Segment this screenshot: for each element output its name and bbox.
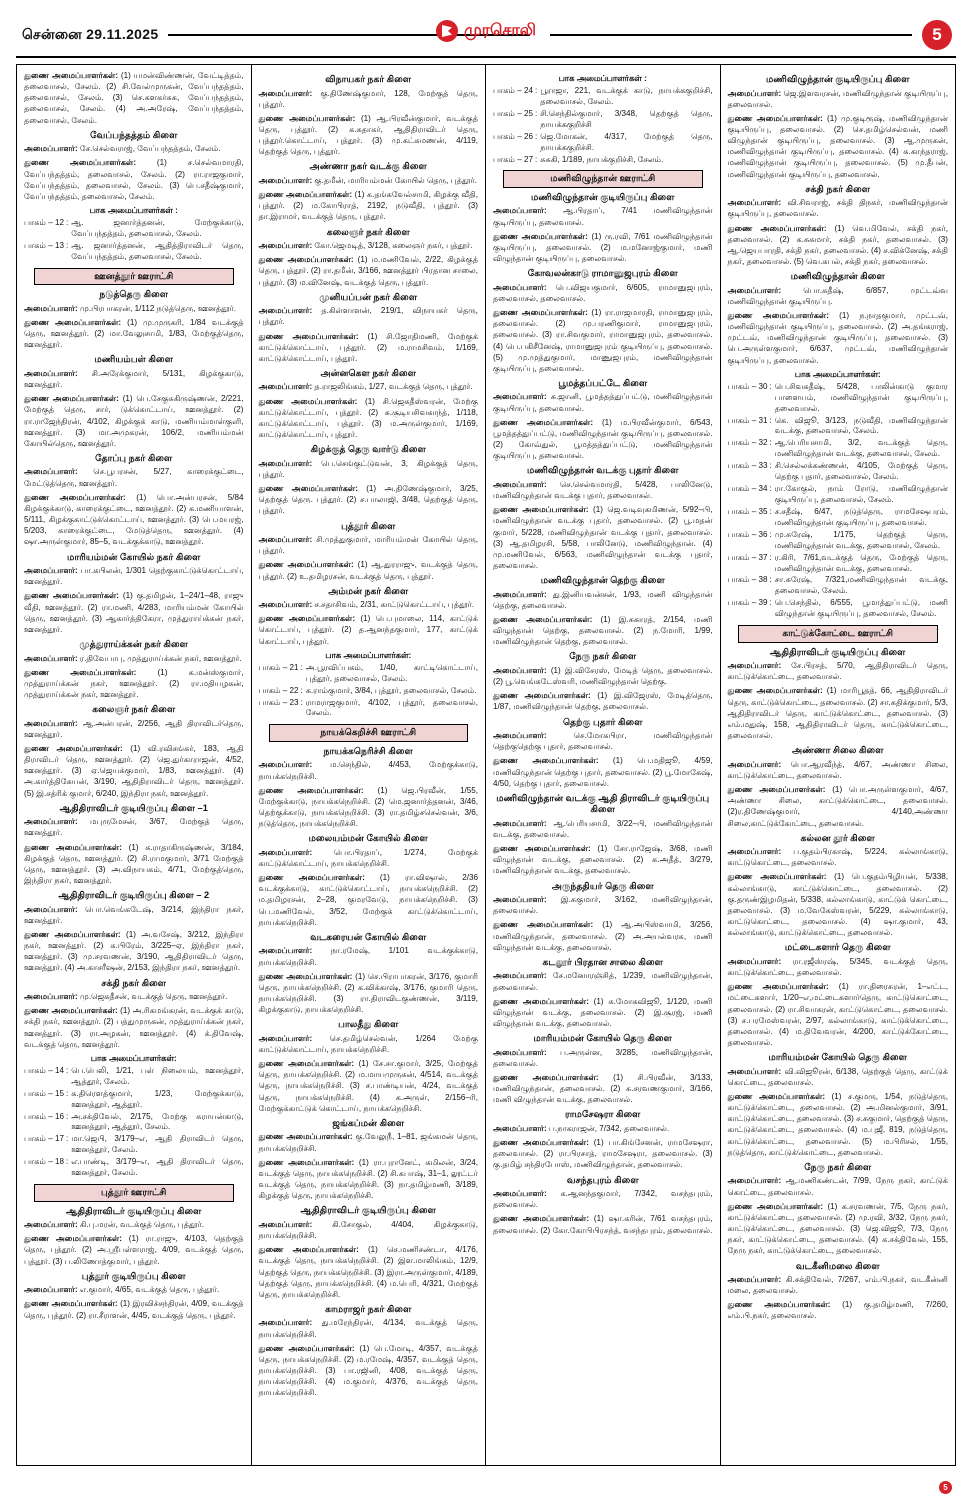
branch-heading: மாரியம்மன் கோயில் தெரு கிளை bbox=[533, 1033, 672, 1044]
organiser-paragraph: துணை அமைப்பாளர்கள்: (1) கு.தமிழ்மணி, 7/260, எம்.பி.நகர், தலைவாசல். bbox=[727, 1300, 949, 1321]
organiser-paragraph: துணை அமைப்பாளர்கள்: (1) ஜெ.வடிவுகமிணன், 5/92–பி, மணிவிழுந்தான் வடக்கு புதார், தலைவாசல். (2) பூ.மதன் குமார், 5/228, மணிவிழுந்தான் வடக்கு புதார், தலைவாசல். (3) ஆ.தமிழரசி, 5/58, பாலினேடு, மணிவிழுந்தான். (4) மு.மணிவேல், 6/563, மணிவிழுந்தான் வடக்கு புதார், தலைவாசல். bbox=[493, 505, 713, 571]
ward-colon: : bbox=[769, 598, 772, 608]
organiser-paragraph: அமைப்பாளர்: கு.திணேஷ்குமார், 128, மேற்குத் தெரு, புத்தூர். bbox=[258, 88, 478, 109]
organiser-paragraph: அமைப்பாளர்: சு.ஜானி, பூமத்தத்துப்பட்டு, மணிவிழுந்தான் குடியிருப்பு, தலைவாசல். bbox=[493, 392, 713, 413]
ward-value: எ.பாண்டி, 3/179–எ, ஆதி திராவிடர் தெரு, ஊனத்தூர், சேலம். bbox=[71, 1157, 244, 1178]
branch-heading: அம்மன் நகர் கிளை bbox=[328, 585, 409, 596]
organiser-paragraph: துணை அமைப்பாளர்கள்: (1) இ.விஜேரஸ், மேடித்தெரு, 1/87, மணிவிழுந்தான் தெற்கு, தலைவாசல். bbox=[493, 691, 713, 712]
organiser-paragraph: அமைப்பாளர்: சி.அரேக்குமார், 5/131, கிழக்குகாடு, ஊனத்தூர். bbox=[24, 368, 244, 390]
organiser-paragraph: அமைப்பாளர்: ஜெ.இளவரசன், மணிவிழுந்தான் குடியிருப்பு, தலைவாசல். bbox=[727, 88, 948, 109]
column-3 bbox=[486, 65, 721, 1465]
organiser-paragraph: அமைப்பாளர்: இ.சுகுமார், 3/162, மணிவிழுந்தான், தலைவாசல். bbox=[493, 895, 713, 916]
ward-value: ராமராஜகுமார், 4/102, புத்தூர், தலைவாசல், சேலம். bbox=[305, 697, 478, 718]
ward-entry bbox=[259, 698, 479, 720]
organiser-paragraph: அமைப்பாளர்: பெ.விஜயகுமார், 6/605, ராமானுஜபுரம், தலைவாசல், தலைவாசல். bbox=[493, 282, 713, 303]
organiser-paragraph: துணை அமைப்பாளர்கள்: (1) யமன்விண்ணன், வேட்டித்தம், தலைவாசல், சேலம். (2) சி.வேல்முருகன், வேப்பந்தத்தம், தலைவாசல், சேலம். (3) செ.களகர்சுக, வேப்பந்தத்தம், தலைவாசல், சேலம். (4) அ.அரேஷ், வேப்பந்தத்தம், தலைவாசல், சேலம். bbox=[24, 71, 244, 125]
organiser-paragraph: துணை அமைப்பாளர்கள்: (1) சு.மோகவிஜூ, 1/120, மணி விழுந்தான் வடக்கு, தலைவாசல். (2) இ.சூரஜ், மணி விழுந்தான் வடக்கு, தலைவாசல். bbox=[493, 996, 713, 1029]
ward-entry bbox=[728, 416, 949, 438]
organiser-paragraph: அமைப்பாளர்: கி.சக்திவேல், 7/267, எம்.பி.நகர், வடகீன்னி மலை, தலைவாசல். bbox=[727, 1275, 948, 1296]
organiser-paragraph: துணை அமைப்பாளர்கள்: (1) சே.சா.குமார், 3/25, மேற்குத் தெரு, நாயக்கநெறிச்சி. (2) ம.மாயமுருகன், 4/514, வடக்குத் தெரு, நாயக்கநெறிச்சி. (3) ச.பாண்டியன், 4/24, வடக்குத் தெரு, நாயக்கநெறிச்சி. (4) க.அருள், 2/156–ரி, மேற்குக்காட்டுக் கொட்டாய், நாயக்கநெறிச்சி. bbox=[258, 1059, 478, 1113]
ward-colon: : bbox=[534, 86, 538, 95]
column-2 bbox=[252, 65, 487, 1465]
ward-value: ச.சதீஷ், 6/47, நடுத்தெரு, ராமசேஷபரம், மணிவிழுந்தான் குடியிருப்பு, தலைவாசல். bbox=[774, 506, 948, 527]
branch-heading: வடகீனிமலை கிளை bbox=[795, 1260, 880, 1271]
branch-heading: ஜங்கப்மன் கிளை bbox=[332, 1117, 405, 1128]
page-number-badge: 5 bbox=[922, 20, 952, 50]
organiser-paragraph: துணை அமைப்பாளர்கள்: (1) மாரிபூதத், 66, ஆதிதிராவிடர் தெரு, காட்டுக்கொட்டை, தலைவாசல். (2) சா.கதிக்குமார், 5/3, ஆதிதிராவிடர் தெரு, காட்டுக்கொட்டை, தலைவாசல். (3) எம்.மதுஷ், 158, ஆதிதிராவிடர் தெரு, காட்டுக்கொட்டை, தலைவாசல். bbox=[727, 686, 948, 741]
ward-label: பாகம் – 22 bbox=[258, 685, 299, 695]
organiser-paragraph: துணை அமைப்பாளர்கள்: (1) பெ.சேகுசுகிருஷ்ணன், 2/221, மேற்குத் தெரு, சார், டுக்கொட்டாய், ஊனத்தூர். (2) ரா.ராஜேந்திரன், 4/102, கிழக்குக் காடு, மணியம்மாள்குளி, ஊனத்தூர். (3) மா.அமுகரன், 106/2, மணியம்மன் கோயில்தெரு, ஊனத்தூர். bbox=[24, 394, 244, 448]
organiser-paragraph: துணை அமைப்பாளர்கள்: (1) பெ.மதிஜூ, 4/59, மணிவிழுந்தான் தெற்கு புதார், தலைவாசல். (2) பூ.மோகேஷ், 4/50, தெற்கு புதார், தலைவாசல். bbox=[493, 756, 713, 788]
organiser-paragraph: துணை அமைப்பாளர்கள்: (1) பா.கிங்சேனன், ராமசேஷரா, தலைவாசல். (2) ரா.பிரசாத், ராமசேஷரா, தலைவாசல். (3) கு.தமிழ் சந்திரபோஸ், மணிவிழுந்தான், தலைவாசல். bbox=[493, 1138, 713, 1170]
branch-heading: பூமத்தப்பட்டே கிளை bbox=[558, 377, 648, 388]
organiser-paragraph: துணை அமைப்பாளர்கள்: (1) சி.பிரவீன், 3/133, மணிவிழுந்தான், தலைவாசல். (2) சு.சரவணகுமார், 3/166, மணி விழுந்தான் வடக்கு, தலைவாசல். bbox=[493, 1073, 713, 1105]
organiser-paragraph: அமைப்பாளர்: ச.சதாசிவம், 2/31, காட்டுகொட்டாய், புத்தூர். bbox=[258, 600, 475, 610]
ward-label: பாகம் – 39 bbox=[727, 598, 768, 608]
organiser-paragraph: அமைப்பாளர்: கு.தமீன், மாரியம்மன் கோயில் தெரு, புத்தூர். bbox=[258, 175, 477, 185]
organiser-paragraph: துணை அமைப்பாளர்கள்: (1) பொ.அருள்ளகுமார், 4/67, அண்ணா சிலை, காட்டுக்கொட்டை, தலைவாசல். (2)ர.திணேஷ்குமார், 4/140,அண்ணா சிலை,காட்டுக்கோட்டை, தலைவாசல். bbox=[727, 785, 949, 828]
section-subheading: பாக அமைப்பாளர்கள் : bbox=[558, 73, 647, 83]
organiser-paragraph: அமைப்பாளர்: ர.திவேபாபு, முத்துராய்க்கன் நகர், ஊனத்தூர். bbox=[24, 653, 242, 663]
branch-heading: மணிவிழுந்தான் வடக்கு புதார் கிளை bbox=[526, 465, 679, 476]
ward-colon: : bbox=[65, 218, 69, 228]
branch-heading: வேப்பந்தத்தம் கிளை bbox=[90, 129, 178, 140]
ward-colon: : bbox=[65, 240, 69, 250]
ward-label: பாகம் – 17 bbox=[24, 1134, 64, 1144]
branch-heading: ஆதிதிராவிடர் குடியிருப்பு கிளை bbox=[770, 646, 906, 657]
organiser-paragraph: துணை அமைப்பாளர்கள்: (1) சி.ஜோதிமணி, மேற்குக் காட்டுக்கொட்டாய், புத்தூர். (2) ம.ராமசிவம், 1/169, காட்டுக்கொட்டாய், புத்தூர். bbox=[258, 331, 478, 363]
ward-entry bbox=[728, 575, 949, 597]
ward-colon: : bbox=[769, 415, 772, 425]
ward-entry bbox=[728, 461, 949, 483]
ward-colon: : bbox=[769, 438, 772, 448]
ward-colon: : bbox=[534, 108, 538, 118]
organiser-paragraph: துணை அமைப்பாளர்கள்: (1) ரா.திரைசுரன், 1–எட்ட, மட்டைகளார், 1/20–எ,மட்டைகளார்தெரு, காட்டுகொட்டை, தலைவாசல். (2) ரா.சிவாகரன், காட்டுகொட்டை, தலைவாசல். (3) ச.பரமேஸ்வரன், 2/97, கல்லாங்காடு, காட்டுக்கொட்டை, தலைவாசல். (4) ம.திவேவரன், 4/200, காட்டுக்கோட்டை, தலைவாசல். bbox=[727, 982, 949, 1048]
organiser-paragraph: துணை அமைப்பாளர்கள்: (1) சி.ஜெகதீஸ்வரன், மேற்கு காட்டுக்கொட்டாய், புத்தூர். (2) சு.சூடியசிவகாந்த், 1/118, காட்டுக்கொட்டாய், புத்தூர். (3) ம.அருள்குமார், 1/169, காட்டுக்கொட்டாய், புத்தூர். bbox=[258, 396, 479, 440]
ward-entry bbox=[493, 155, 713, 166]
organiser-paragraph: துணை அமைப்பாளர்கள்: (1) ச.செல்வமாரதி, வேப்பந்தத்தம், தலைவாசல், சேலம். (2) ரா.ராஜகுமார், வேப்பந்தத்தம், தலைவாசல், சேலம். (3) பெ.சதீஷ்குமார், வேப்பந்தத்தம், தலைவாசல், சேலம். bbox=[24, 158, 244, 201]
branch-heading: மணியம்பள் கிளை bbox=[94, 354, 174, 365]
ward-colon: : bbox=[534, 154, 538, 164]
masthead bbox=[16, 18, 956, 58]
ward-entry bbox=[728, 382, 949, 415]
ward-colon: : bbox=[300, 662, 303, 672]
ward-value: ஜெ.மோகன், 4/317, மேற்குத் தெரு, நாயக்ககுறிச்சி. bbox=[540, 131, 713, 152]
ward-value: மு.சுரேஷ், 1/175, தெற்குத் தெரு, மணிவிழுந்தான் வடக்கு, தலைவாசல், சேலம். bbox=[774, 529, 948, 550]
organiser-paragraph: அமைப்பாளர்: செ.பூபரசன், 5/27, காரைக்குட்டை, மேட்டுத்தெரு, ஊனத்தூர். bbox=[24, 467, 244, 488]
organiser-paragraph: துணை அமைப்பாளர்கள்: (1) பெ.மோடி, 4/357, வடக்குத் தெரு, நாயக்கநெறிச்சி. (2) ம.ரமேஷ், 4/357, வடக்குத் தெரு, நாயக்கநெறிச்சி. (3) பா.ரஜினி, 4/08, வடக்குத் தெரு, நாயக்கநெறிச்சி. (4) ம.குமார், 4/376, வடக்குத் தெரு, நாயக்கநெறிச்சி. bbox=[258, 1343, 478, 1398]
ward-colon: : bbox=[534, 131, 538, 141]
branch-heading: சக்தி நகர் கிளை bbox=[101, 977, 167, 988]
ward-entry bbox=[24, 241, 244, 263]
organiser-paragraph: துணை அமைப்பாளர்கள்: (1) க.ராதாகிருஷ்ணன், 3/184, கிழக்குத் தெரு, ஊனத்தூர். (2) சி.ராமகுமார், 3/71 மேற்குத் தெரு, ஊனத்தூர். (3) அ.விநாயகம், 4/71, மேற்குத்தெரு, இந்திரா நகர், ஊனத்தூர். bbox=[24, 842, 244, 885]
organiser-paragraph: அமைப்பாளர்: பொ.சுதீஷ், 6/857, முட்டவ்வ மணிவிழுந்தான் குடியிருப்பு. bbox=[727, 285, 948, 306]
organiser-paragraph: அமைப்பாளர்: ப.அருள்ன, 3/285, மணிவிழுந்தான், தலைவாசல். bbox=[493, 1047, 713, 1068]
organiser-paragraph: துணை அமைப்பாளர்கள்: (1) கு.தமிழன், 1–24/1–48, ராஜு வீதி, ஊனத்தூர். (2) ரா.மணி, 4/283, மாரியம்மன் கோயில் தெரு, ஊனத்தூர். (3) ஆகார்த்திகேரா, முத்துராய்க்கன் நகர், ஊனத்தூர். bbox=[24, 591, 244, 634]
ward-label: பாகம் – 21 bbox=[258, 662, 299, 672]
organiser-paragraph: துணை அமைப்பாளர்கள்: (1) செ.மணிசண்டா, 4/176, வடக்குத் தெரு, நாயக்கநெறிச்சி. (2) இள.மாலிங்கம், 12/9, தெற்குத் தெரு, நாயக்கநெறிச்சி. (3) இரா.அருள்குமார், 4/189, தெற்குத் தெரு, நாயக்கநெறிச்சி. (4) ம.பெரி, 4/321, மேற்குத் தெரு, நாயக்கநெறிச்சி. bbox=[258, 1245, 479, 1299]
ward-value: க.ராம்குமார், 3/84, புத்தூர், தலைவாசல், சேலம். bbox=[305, 685, 477, 695]
panchayat-heading: காட்டுக்கோட்டை ஊராட்சி bbox=[738, 625, 939, 643]
organiser-paragraph: துணை அமைப்பாளர்கள்: (1) இரவிச்சந்திரன், 4/09, வடக்குத் தெரு, புத்தூர். (2) ரா.சீராளன், 4/45, வடக்குத் தெரு, புத்தூர். bbox=[24, 1299, 244, 1320]
branch-heading: கலைஞர் நகர் கிளை bbox=[92, 704, 176, 715]
organiser-paragraph: துணை அமைப்பாளர்கள்: (1) ரா.விஷால், 2/36 வடக்குக்காடு, காட்டுக்கொட்டாய், நாயக்கநெறிச்சி. (2) ம.தமிழரசன், 2–28, குமரவேடு, நாயக்கநெறிச்சி. (3) பெ.மணிவேல், 3/52, மேற்குக் காட்டுக்கொட்டாய், நாயக்கநெறிச்சி. bbox=[258, 873, 478, 927]
ward-colon: : bbox=[300, 697, 303, 707]
ward-label: பாகம் – 32 bbox=[727, 438, 768, 448]
ward-value: கெ. விஜூ, 3/123, நடுவீதி, மணிவிழுந்தான் வடக்கு, தலைவாசல், சேலம். bbox=[774, 415, 948, 436]
branch-heading: ராமசேஷரா கிளை bbox=[565, 1109, 641, 1120]
ward-value: அ.பூரவிப்பகம், 1/40, காட்டிகொட்டாய், புத்தூர், தலைவாசல், சேலம். bbox=[305, 662, 478, 683]
organiser-paragraph: அமைப்பாளர்: ஆ.பிரதாப், 7/41 மணிவிழுந்தான் குடியிருப்பு, தலைவாசல். bbox=[493, 206, 713, 227]
panchayat-heading: புத்தூர் ஊராட்சி bbox=[34, 1184, 234, 1202]
section-subheading: பாக அமைப்பாளர்கள்: bbox=[90, 1052, 177, 1063]
organiser-paragraph: அமைப்பாளர்: சே.செல்வராஜ், வேப்பந்தத்தம், சேலம். bbox=[24, 144, 221, 154]
organiser-paragraph: அமைப்பாளர்: செ.தமிழ்செல்வன், 1/264 மேற்கு காட்டுக்கொட்டாய், நாயக்கநெறிச்சி. bbox=[258, 1033, 478, 1055]
organiser-paragraph: அமைப்பாளர்: த.கிள்ளாளன், 219/1, விநாயகர் தெரு, புத்தூர். bbox=[258, 306, 478, 327]
branch-heading: கலைஞர் நகர் கிளை bbox=[326, 226, 410, 237]
branch-heading: நேரு நகர் கிளை bbox=[569, 651, 637, 662]
ward-colon: : bbox=[769, 575, 772, 585]
organiser-paragraph: துணை அமைப்பாளர்கள்: (1) அ.ரிகமங்கரன், வடக்குக் காடு, சக்தி நகர், ஊனத்தூர். (2) பத்துமுருகன், முத்துராய்க்கன் நகர், ஊனத்தூர். (3) ரா.அழகன், ஊனத்தூர். (4) க்.திவேஷ், வடக்குத் தெரு, ஊனத்தூர். bbox=[24, 1006, 244, 1049]
organiser-paragraph: அமைப்பாளர்: ப.நாகராஜன், 7/342, தலைவாசல். bbox=[493, 1123, 670, 1133]
ward-entry bbox=[24, 1112, 244, 1134]
ward-entry bbox=[24, 1066, 244, 1088]
ward-label: பாகம் – 31 bbox=[727, 415, 768, 425]
organiser-paragraph: துணை அமைப்பாளர்கள்: (1) ஜெ.பிரவீன், 1/55, மேற்குக்காடு, நாயக்கநெறிச்சி. (2) மெ.ஜனார்த்தனன், 3/46, தெற்குக்காடு, நாயக்கநெறிச்சி. (3) ரா.தமிழ்சசெல்வன், 3/6, நடுத்தெரு, நாயக்கநெறிச்சி. bbox=[258, 785, 478, 829]
ward-label: பாகம் – 23 bbox=[258, 697, 299, 707]
organiser-paragraph: துணை அமைப்பாளர்கள்: (1) ரா.ராஜமாரதி, ராமானுஜபுரம், தலைவாசல். (2) மு.பரணிகுமார், ராமானுஜபுரம், தலைவாசல். (3) ரா.சிவகுமார், ராமானுஜபுரம், தலைவாசல். (4) பெ.பகிசீனேஷ், ராமானுஜபுரம் குடியிருப்பு, தலைவாசல். (5) மு.முத்துகுமார், மாணுஜபுரம், மணிவிழுந்தான் குடியிருப்பு, தலைவாசல். bbox=[493, 308, 713, 373]
branch-heading: மலையம்மன் கோயில் கிளை bbox=[308, 833, 428, 844]
branch-heading: மணிவிழுந்தான் தெற்கு கிளை bbox=[540, 575, 665, 586]
organiser-paragraph: அமைப்பாளர்: சே.மனோரஞ்சித், 1/239, மணிவிழுந்தான், தலைவாசல். bbox=[493, 971, 713, 992]
ward-label: பாகம் – 12 bbox=[24, 218, 64, 228]
organiser-paragraph: துணை அமைப்பாளர்கள்: (1) ஆ.துரராஜு, வடக்குத் தெரு, புத்தூர். (2) உ.தமிழரசன், வடக்குத் தெரு, புத்தூர். bbox=[258, 560, 478, 581]
organiser-paragraph: அமைப்பாளர்: பொ.பிரதாப், 1/274, மேற்குக் காட்டுக்கொட்டாய், நாயக்கநெறிச்சி. bbox=[258, 847, 478, 868]
ward-value: சி.செந்தில்குமார், 3/348, தெற்குத் தெரு, நாயக்ககுறிச்சி bbox=[540, 108, 713, 129]
ward-label: பாகம் – 24 bbox=[493, 86, 533, 95]
organiser-paragraph: துணை அமைப்பாளர்கள்: (1) பெ.புமாலை, 114, காட்டுக் கொட்டாய், புத்தூர். (2) த.ஆனந்தகுமார், 177, காட்டுக் கொட்டாய், புத்தூர். bbox=[258, 614, 479, 646]
organiser-paragraph: துணை அமைப்பாளர்கள்: (1) ஆ.அபிஸ்வாமி, 3/256, மணிவிழுந்தான், தலைவாசல். (2) அ.அயல்வரசு, மணி விழுந்தான் வடக்கு, தலைவாசல். bbox=[493, 920, 713, 952]
organiser-paragraph: துணை அமைப்பாளர்கள்: (1) அ.வசேஷ், 3/212, இந்திரா நகர், ஊனத்தூர். (2) க.பிரேம், 3/225–ஏ, இந்திரா நகர், ஊனத்தூர். (3) மு.சரவணன், 3/190, ஆதிதிராவிடர் தெரு, ஊனத்தூர். (4) அ.காசரீஷன், 2/153, இந்திரா நகர், ஊனத்தூர். bbox=[24, 929, 244, 973]
branch-heading: புத்தூர் கிளை bbox=[341, 520, 396, 531]
organiser-paragraph: அமைப்பாளர்: கோ.ஜெமடித், 3/128, கலைஞர் நகர், புத்தூர். bbox=[258, 241, 473, 251]
organiser-paragraph: அமைப்பாளர்: கி.சோகுல், 4/404, கிழக்குகாடு, நாயக்கநெறிச்சி. bbox=[258, 1219, 478, 1241]
panchayat-heading: ஊனத்தூர் ஊராட்சி bbox=[34, 268, 234, 286]
organiser-paragraph: துணை அமைப்பாளர்கள்: (1) செ.பிராபாகரன், 3/176, குமாரி தெரு, நாயக்கநெறிச்சி. (2) க.விக்காஷ், 3/176, குமாரி தெரு, நாயக்கநெறிச்சி. (3) ரா.திராவிடகுண்ணன், 3/119, கிழக்குகாடு, நாயக்கநெறிச்சி. bbox=[258, 971, 478, 1015]
ward-entry bbox=[24, 1157, 244, 1179]
ward-value: சா.சுரேஷ், 7/321,மணிவிழுந்தான் வடக்கு, தலைவாசல், சேலம். bbox=[774, 575, 948, 596]
organiser-paragraph: துணை அமைப்பாளர்கள்: (1) வெ.மிவேல், சக்தி நகர், தலைவாசல். (2) க.சுசுமார், சக்தி நகர், தலைவாசல். (3) ஆ.ஜெயபாரதி, சக்தி நகர், தலைவாசல். (4) ச.விக்னேஷ், சக்தி நகர், தலைவாசல். (5) வெ.கபல், சக்தி நகர், தலைவாசல். bbox=[727, 223, 949, 267]
ward-colon: : bbox=[769, 529, 772, 539]
organiser-paragraph: துணை அமைப்பாளர்கள்: (1) ம.பிரவீன்குமார், 6/543, பூமத்தத்துப்பட்டு, மணிவிழுந்தான் குடியிருப்பு, தலைவாசல். (2) கோவ்துல், பூமத்தத்துப்பட்டு, மணிவிழுந்தான் குடியிருப்பு, தலைவாசல். bbox=[493, 417, 713, 461]
branch-heading: வசந்தபுரம் கிளை bbox=[566, 1174, 639, 1185]
ward-value: பெ.செந்தில், 6/555, பூமாத்துப்பட்டு, மணி விழுந்தான் குடியிருப்பு, தலைவாசல், சேலம். bbox=[774, 598, 948, 619]
ward-label: பாகம் – 34 bbox=[727, 484, 768, 494]
organiser-paragraph: அமைப்பாளர்: சே.பிரசத், 5/70, ஆதிதிராவிடர் தெரு, காட்டுக்கொட்டை, தலைவாசல். bbox=[727, 661, 948, 682]
organiser-paragraph: துணை அமைப்பாளர்கள்: (1) ரு.ரவி, 7/61 மணிவிழுந்தான் குடியிருப்பு, தலைவாசல். (2) ம.மனோஜ்குமார், மணி விழுந்தான் குடியிருப்பு, தலைவாசல். bbox=[493, 231, 713, 264]
branch-heading: மணிவிழுந்தான் கிளை bbox=[790, 271, 885, 282]
branch-heading: முனியப்பன் நகர் கிளை bbox=[319, 291, 418, 302]
organiser-paragraph: அமைப்பாளர்: வி.விஜூரன், 6/138, தெற்குத் தெரு, காட்டுக் கொட்டை, தலைவாசல். bbox=[727, 1066, 948, 1087]
ward-value: பெ.சிவகதீஷ், 5/428, பாலின்காடு குமார பாளையம், மணிவிழுந்தான் குடியிருப்பு, தலைவாசல். bbox=[774, 381, 948, 413]
ward-entry bbox=[24, 1134, 244, 1156]
branch-heading: ஆதிதிராவிடர் குடியிருப்பு கிளை bbox=[66, 1205, 202, 1216]
ward-colon: : bbox=[300, 685, 303, 695]
ward-entry bbox=[728, 507, 949, 529]
organiser-paragraph: அமைப்பாளர்: த.ராஜலிங்கம், 1/27, வடக்குத் தெரு, புத்தூர். bbox=[258, 382, 473, 392]
organiser-paragraph: துணை அமைப்பாளர்கள்: (1) ம.மணிவேல், 2/22, கிழக்குத் தெரு, புத்தூர். (2) ரா.தமீன், 3/166, ஊனத்தூர் பிரதான சாலை, புத்தூர். (3) ம.வினேஷ், வடக்குத் தெரு, புத்தூர். bbox=[258, 255, 478, 287]
branch-heading: மணிவிழுந்தான் குடியிருப்பு கிளை bbox=[530, 191, 675, 202]
branch-heading: அன்னகௌ நகர் கிளை bbox=[320, 367, 417, 378]
ward-label: பாகம் – 25 bbox=[493, 108, 533, 118]
ward-label: பாகம் – 16 bbox=[24, 1111, 64, 1121]
organiser-paragraph: துணை அமைப்பாளர்கள்: (1) சோ.ராஜேஷ், 3/68, மணி விழுந்தான் வடக்கு, தலைவாசல். (2) க.அதீத், 3/279, மணிவிழுந்தான் வடக்கு, தலைவாசல். bbox=[493, 844, 713, 876]
ward-value: ர.கிரி, 7/61,வடக்குத் தெரு, மேற்குத் தெரு, மணிவிழுந்தான் வடக்கு, தலைவாசல். bbox=[774, 552, 948, 573]
ward-entry bbox=[728, 484, 949, 506]
ward-colon: : bbox=[769, 381, 772, 391]
branch-heading: மாரியம்மன் கோயில் நகர் கிளை bbox=[67, 551, 201, 562]
ward-value: ரா.கோகுல், நாம் ரோடு, மணிவிழுந்தான் குடியிருப்பு, தலைவாசல், சேலம். bbox=[774, 484, 948, 504]
branch-heading: மணிவிழுந்தான் வடக்கு ஆதி திராவிடர் குடியிருப்பு கிளை bbox=[496, 792, 710, 815]
ward-value: ஆ. ஜனார்த்தனன், மேற்குக்காடு, வேப்பந்தத்தம், தலைவாசல், சேலம். bbox=[71, 218, 244, 238]
organiser-paragraph: அமைப்பாளர்: ஆ.பெரியசாமி, 3/22–பி, மணிவிழுந்தான் வடக்கு, தலைவாசல். bbox=[493, 818, 713, 840]
organiser-paragraph: துணை அமைப்பாளர்கள்: (1) பொ.அன்பரசன், 5/84 கிழக்குக்காடு, காரைக்குட்டை, ஊனத்தூர். (2) க.மணியாளன், 5/111, கிழக்குகாட்டுக்கொட்டாய், ஊனத்தூர். (3) பெ.மயரஜ், 5/203, காரைக்குட்டை, மேடுத்தெரு, ஊனத்தூர். (4) ஷா.அருள்குமார், 85–5, வடக்குக்காடு, ஊனத்தூர். bbox=[24, 492, 244, 547]
organiser-paragraph: துணை அமைப்பாளர்கள்: (1) க.சரவணன், 7/5, நேரு நகர், காட்டுக்கொட்டை, தலைவாசல். (2) மு.ரவி, 3/32, நேரு நகர், காட்டுக்கொட்டை, தலைவாசல். (3) ஜெ.விஜூ, 7/3, நேரு நகர், காட்டுக்கொட்டை, தலைவாசல். (4) க.சக்திவேல், 155, நேரு நகர், காட்டுக்கொட்டை, தலைவாசல். bbox=[727, 1201, 949, 1256]
branch-heading: கிழக்குத் தெரு வார்டு கிளை bbox=[310, 444, 426, 455]
organiser-paragraph: அமைப்பாளர்: செ.செல்வமாரதி, 5/428, பாலினேடு, மணிவிழுந்தான் வடக்கு புதார், தலைவாசல். bbox=[493, 479, 713, 501]
organiser-paragraph: துணை அமைப்பாளர்கள்: (1) ஆ.பிரவீன்குமார், வடக்குத் தெரு, புத்தூர். (2) க.கதாகர், ஆதிதிராவிடர் தெரு, புத்தூர்.கொட்டாய், புத்தூர். (3) மு.கட்சுமணன், 4/119, தெற்குத் தெரு, புத்தூர். bbox=[258, 113, 478, 157]
ward-label: பாகம் – 13 bbox=[24, 240, 64, 250]
ward-label: பாகம் – 14 bbox=[24, 1065, 64, 1075]
column-4 bbox=[721, 65, 956, 1465]
organiser-paragraph: அமைப்பாளர்: பா.கபிலன், 1/301 தெற்குகாட்டுக்கொட்டாய், ஊனத்தூர். bbox=[24, 566, 244, 587]
ward-colon: : bbox=[769, 461, 772, 471]
organiser-paragraph: அமைப்பாளர்: பொ.வெங்கடேஷ், 3/214, இந்திரா நகர், ஊனத்தூர். bbox=[24, 904, 244, 925]
organiser-paragraph: துணை அமைப்பாளர்கள்: (1) ந.நாதகுமார், முட்டவ், மணிவிழுந்தான் குடியிருப்பு, தலைவாசல். (2) அ.தங்கராஜ், முட்டவ், மணிவிழுந்தான் குடியிருப்பு, தலைவாசல். (3) பெ.அருள்ளகுமார், 6/637, முட்டவ், மணிவிழுந்தான் குடியிருப்பு, தலைவாசல். bbox=[727, 311, 948, 365]
organiser-paragraph: அமைப்பாளர்: மு.பிரபாகரன், 1/112 நடுத்தெரு, ஊனத்தூர். bbox=[24, 303, 237, 313]
ward-colon: : bbox=[769, 506, 772, 516]
flame-logo-icon bbox=[436, 20, 458, 42]
organiser-paragraph: துணை அமைப்பாளர்கள்: (1) ஷா.கரின், 7/61 வசந்தபுரம், தலைவாசல். (2) கோ.கோபிபிரசந்த், வசந்தபுரம், தலைவாசல். bbox=[493, 1214, 713, 1235]
ward-entry bbox=[24, 218, 244, 240]
panchayat-heading: நாயக்கெறிச்சி ஊராட்சி bbox=[269, 724, 469, 742]
ward-colon: : bbox=[65, 1134, 69, 1144]
branch-heading: மட்டைகளார் தெரு கிளை bbox=[784, 942, 891, 953]
organiser-paragraph: துணை அமைப்பாளர்கள்: கு.வேலுநீ, 1–81, ஜங்கமன் தெரு, நாயக்கநெறிச்சி. bbox=[258, 1132, 478, 1153]
branch-heading: முத்துராய்க்கன் நகர் கிளை bbox=[79, 639, 188, 649]
ward-value: ஆ.பெரியசாமி, 3/2, வடக்குத் தெரு, மணிவிழுந்தான் வடக்கு, தலைவாசல், சேலம். bbox=[774, 438, 948, 459]
branch-heading: மணிவிழுந்தான் குடியிருப்பு கிளை bbox=[765, 74, 910, 84]
branch-heading: பாலதீது கிளை bbox=[338, 1019, 399, 1030]
organiser-paragraph: அமைப்பாளர்: கி.பு.மரன், வடக்குத் தெரு, புத்தூர். bbox=[24, 1220, 205, 1230]
branch-heading: ஆதிதிராவிடர் குடியிருப்பு கிளை – 2 bbox=[58, 890, 210, 901]
ward-value: பூராஜா, 221, வடக்குக் காடு, நாயக்ககுறிச்சி, தலைவாசல், சேலம். bbox=[540, 86, 713, 106]
branch-heading: தெற்கு புதார் கிளை bbox=[562, 716, 643, 727]
organiser-paragraph: அமைப்பாளர்: ஆ.மணிகண்டன், 7/99, நேரு நகர், காட்டுக் கொட்டை, தலைவாசல். bbox=[727, 1176, 948, 1197]
organiser-paragraph: அமைப்பாளர்: மபுருமேசன், 3/67, மேற்குத் தெரு, ஊனத்தூர். bbox=[24, 817, 244, 838]
branch-heading: ஆதிதிராவிடர் குடியிருப்பு கிளை bbox=[300, 1205, 436, 1216]
branch-heading: மாரியம்மன் கோயில் தெரு கிளை bbox=[768, 1052, 907, 1063]
column-1 bbox=[17, 65, 252, 1465]
ward-entry bbox=[728, 438, 949, 460]
ward-entry bbox=[493, 109, 713, 131]
branch-heading: வடகரையன் கோயில் கிளை bbox=[310, 931, 427, 942]
branch-heading: கல்லன தூர் கிளை bbox=[800, 832, 875, 843]
organiser-paragraph: துணை அமைப்பாளர்கள்: (1) க.மன்ஸ்குமார், முத்துராய்க்கன் நகர், ஊனத்தூர். (2) ரா.மதியழகன், முத்துராய்க்கன் நகர், ஊனத்தூர். bbox=[24, 667, 244, 699]
organiser-paragraph: அமைப்பாளர்: பொ.ஆரவீந்த், 4/67, அண்ணா சிலை, காட்டுக்கொட்டை, தலைவாசல். bbox=[727, 759, 948, 780]
ward-value: க.திரௌத்குமார், 1/23, மேற்குக்காடு, ஊனத்தூர், ஆத்தூர். bbox=[71, 1088, 244, 1109]
organiser-paragraph: துணை அமைப்பாளர்கள்: (1) ரா.புரானேட், கமிலன், 3/24, வடக்குத் தெரு, நாயக்கநெறிச்சி. (2) சி.கபாஷ், 31–1, லூட்டர் வடக்குத் தெரு, நாயக்கநெறிச்சி. (3) நா.தமிழ்மணி, 3/189, கிழக்குத் தெரு, நாயக்கநெறிச்சி. bbox=[258, 1157, 479, 1201]
publication-title: முரசொலி bbox=[464, 22, 536, 39]
ward-colon: : bbox=[769, 484, 772, 494]
organiser-paragraph: துணை அமைப்பாளர்கள்: (1) அ.திணேஷ்குமார், 3/25, தெற்குத் தெரு. புத்தூர். (2) ச.பாலாஜி, 3/48, தெற்குத் தெரு, புத்தூர். bbox=[258, 484, 479, 516]
ward-label: பாகம் – 38 bbox=[727, 575, 768, 585]
ward-value: சி.செல்லக்கண்ணன், 4/105, மேற்குத் தெரு, தெற்கு புதார், தலைவாசல், சேலம். bbox=[774, 461, 948, 482]
ward-entry bbox=[728, 598, 949, 620]
branch-heading: தோப்பு நகர் கிளை bbox=[95, 452, 173, 463]
ward-colon: : bbox=[65, 1111, 69, 1121]
ward-entry bbox=[728, 553, 949, 575]
organiser-paragraph: அமைப்பாளர்: மு.ஜெகதீசன், வடக்குத் தெரு, ஊனத்தூர். bbox=[24, 992, 228, 1002]
organiser-paragraph: அமைப்பாளர்: சி.முத்துகுமார், மாரியம்மன் கோயில் தெரு, புத்தூர். bbox=[258, 535, 478, 556]
branch-heading: கடலூர் பிரதான சாலை கிளை bbox=[542, 956, 663, 967]
organiser-paragraph: துணை அமைப்பாளர்கள்: (1) பெ.குதம்பிழியன், 5/338, கல்லாங்காடு, காட்டுக்கொட்டை, தலைவாசல். (2) கு.தருண்இழமிதன், 5/338, கல்லாங்காடு, காட்டுக் கொட்டை, தலைவாசல். (3) ம.வேகேஸ்வரன், 5/229, கல்லாங்காடு, காட்டுகொட்டை, தலைவாசல். (4) ஷா.குமார், 43, கல்லாங்காடு, காட்டுக்கொட்டை, தலைவாசல். bbox=[727, 872, 949, 938]
branch-heading: அண்ணா சிலை கிளை bbox=[791, 745, 884, 756]
organiser-paragraph: அமைப்பாளர்: எ.குமார், 4/65, வடக்குத் தெரு, புத்தூர். bbox=[24, 1285, 220, 1295]
ward-label: பாகம் – 15 bbox=[24, 1088, 64, 1098]
ward-entry bbox=[493, 132, 713, 154]
section-subheading: பாக அமைப்பாளர்கள்: bbox=[325, 649, 412, 660]
organiser-paragraph: துணை அமைப்பாளர்கள்: (1) இ.சுகாரத், 2/154, மணி விழுந்தான் தெற்கு, தலைவாசல். (2) ந.மோரி, 1/99, மணிவிழுந்தான் தெற்கு, தலைவாசல். bbox=[493, 614, 713, 647]
edition-date: சென்னை 29.11.2025 bbox=[22, 25, 159, 42]
ward-label: பாகம் – 26 bbox=[493, 131, 533, 141]
branch-heading: புத்தூர் குடியிருப்பு கிளை bbox=[81, 1270, 186, 1281]
ward-label: பாகம் – 37 bbox=[727, 552, 768, 562]
branch-heading: காமராஜர் நகர் கிளை bbox=[325, 1303, 412, 1314]
panchayat-heading: மணிவிழுந்தான் ஊராட்சி bbox=[503, 170, 703, 188]
masthead-logo bbox=[436, 20, 536, 42]
branch-heading: விநாயகர் நகர் கிளை bbox=[325, 74, 412, 84]
organiser-paragraph: அமைப்பாளர்: செ.மோகபிரா, மணிவிழுந்தான் தெற்குதெற்கு புதார், தலைவாசல். bbox=[493, 731, 713, 752]
organiser-paragraph: துணை அமைப்பாளர்கள்: (1) வி.ரவிசங்கர், 183, ஆதி திராவிடர் தெரு, ஊனத்தூர். (2) ஜெ.துர்காராஜன், 4/52, ஊனத்தூர். (3) ஏ.ஜெயக்குமார், 1/83, ஊனத்தூர். (4) அ.கார்த்திகேயன், 3/190, ஆதிதிராவிடர் தெரு, ஊனத்தூர். (5) இ.சத்ரிக் குமார், 6/240, இந்திரா நகர், ஊனத்தூர். bbox=[24, 743, 244, 798]
ward-label: பாகம் – 30 bbox=[727, 381, 768, 391]
masthead-rule-right bbox=[550, 34, 912, 36]
ward-label: பாகம் – 33 bbox=[727, 461, 768, 471]
organiser-paragraph: அமைப்பாளர்: ஆ.அன்பரன், 2/256, ஆதி திராவிடர்தெரு, ஊனத்தூர். bbox=[24, 718, 244, 739]
organiser-paragraph: அமைப்பாளர்: ம.செந்தில், 4/453, மேற்குக்காடு, நாயக்கநெறிச்சி. bbox=[258, 760, 478, 781]
ward-colon: : bbox=[65, 1065, 69, 1075]
ward-entry bbox=[259, 663, 479, 685]
footer-page-number: 5 bbox=[939, 1481, 952, 1494]
organiser-paragraph: அமைப்பாளர்: து.இனியவன்சன், 1/93, மணி விழுந்தான் தெற்கு, தலைவாசல். bbox=[493, 589, 713, 610]
ward-value: சுசுகி, 1/189, நாயக்குறிச்சி, சேலம். bbox=[540, 154, 664, 164]
organiser-paragraph: அமைப்பாளர்: நா.ரமேஷ், 1/101 வடக்குக்காடு, நாயக்கநெறிச்சி. bbox=[258, 946, 478, 967]
ward-label: பாகம் – 18 bbox=[24, 1157, 64, 1167]
branch-heading: அருந்ததியர் தெரு கிளை bbox=[551, 880, 654, 891]
ward-colon: : bbox=[769, 552, 772, 562]
organiser-paragraph: துணை அமைப்பாளர்கள்: (1) ரா.ராஜு, 4/103, தெற்குத் தெரு, புத்தூர். (2) அ.ஸ்ரீபள்ளராஜ், 4/09, வடக்குத் தெரு, புத்தூர். (3) ப.லிணோத்குமார், புத்தூர். bbox=[24, 1234, 244, 1266]
ward-colon: : bbox=[65, 1157, 69, 1167]
organiser-paragraph: துணை அமைப்பாளர்கள்: (1) மு.குடிரூஷ், மணிவிழுந்தான் குடியிருப்பு, தலைவாசல். (2) செ.தமிழ்செல்வன், மணி விழுந்தான் குடியிருப்பு, தலைவாசல். (3) ஆ.முருகன், மணிவிழுந்தான் குடியிருப்பு, தலைவாசல். (4) க.காந்தராஜ், மணிவிழுந்தான் குடியிருப்பு, தலைவாசல். (5) மு.தீபன், மணிவிழுந்தான் குடியிருப்பு, தலைவாசல். bbox=[727, 113, 948, 179]
ward-entry bbox=[259, 686, 479, 697]
branch-heading: ஆதிதிராவிடர் குடியிருப்பு கிளை –1 bbox=[59, 802, 208, 813]
organiser-paragraph: துணை அமைப்பாளர்கள்: (1) க.தங்கவேல்சாமி, கிழக்கு வீதி, புத்தூர். (2) ம.கோபிராத், 2192, நடுவீதி, புத்தூர். (3) தா.இராமர், வடக்குத் தெரு, புத்தூர். bbox=[258, 190, 479, 222]
organiser-paragraph: அமைப்பாளர்: வி.சிவராஜ், சக்தி திநகர், மணிவிழுந்தான் குடியிருப்பு, தலைவாசல். bbox=[727, 198, 948, 219]
ward-value: ஆ. ஜனார்த்தனன், ஆதித்திராவிடர் தெரு, வேப்பந்தத்தம், தலைவாசல், சேலம். bbox=[71, 240, 244, 261]
ward-colon: : bbox=[65, 1088, 69, 1098]
ward-label: பாகம் – 36 bbox=[727, 529, 768, 539]
ward-value: அ.சக்திவேல், 2/175, மேற்கு சுராயன்காடு, ஊனத்தூர், ஆத்தூர், சேலம். bbox=[71, 1111, 244, 1132]
branch-heading: நடுத்தெரு கிளை bbox=[99, 289, 169, 300]
ward-entry bbox=[493, 86, 713, 108]
organiser-paragraph: துணை அமைப்பாளர்கள்: (1) ச.குமரு, 1/54, நடுத்தெரு, காட்டுக்கொட்டை, தலைவாசல். (2) அ.மினல்குமார், 3/91, காட்டுக்கொட்டை, தலைவாசல். (3) ச.சுகுமார், தெற்குத் தெரு, காட்டுக்கொட்டை, தலைவாசல். (4) ம.புஜீ, 819, நடுத்தெரு, காட்டுக்கொட்டை, தலைவாசல். (5) ம.பிரிசல், 1/55, நடுத்தெரு, காட்டுக்கொட்டை, தலைவாசல். bbox=[727, 1091, 948, 1157]
ward-entry bbox=[728, 530, 949, 552]
organiser-paragraph: அமைப்பாளர்: பெ.செங்குட்டுவன், 3, கிழக்குத் தெரு, புத்தூர். bbox=[258, 458, 478, 479]
ward-value: மா.ஜெபி, 3/179–எ, ஆதி திராவிடர் தெரு, ஊனத்தூர், சேலம். bbox=[71, 1134, 244, 1155]
branch-heading: அண்ணா நகர் வடக்கு கிளை bbox=[309, 161, 427, 172]
branch-heading: நேரு நகர் கிளை bbox=[804, 1161, 872, 1172]
branch-heading: நாயக்கநெரிச்சி கிளை bbox=[323, 745, 413, 756]
ward-label: பாகம் – 27 bbox=[493, 154, 533, 164]
organiser-paragraph: அமைப்பாளர்: ப.குதம்பிரகாஷ், 5/224, கல்லாங்காடு, காட்டுகொட்டை, தலைவாசல். bbox=[727, 847, 948, 868]
organiser-paragraph: துணை அமைப்பாளர்கள்: (1) மு.முருகரி, 1/84 வடக்குத் தெரு, ஊனத்தூர். (2) மா.வேலுசாமி, 1/83, மேற்குத்தெரு, ஊனத்தூர். bbox=[24, 317, 244, 350]
branch-heading: சக்தி நகர் கிளை bbox=[805, 183, 871, 194]
section-subheading: பாக அமைப்பாளர்கள் : bbox=[89, 205, 178, 216]
branch-heading: கோவலன்காடு ராமானுஜபுரம் கிளை bbox=[527, 268, 678, 279]
organiser-paragraph: அமைப்பாளர்: ரா.ரஜீஸ்ரஷ், 5/345, வடக்குத் தெரு, காட்டுக்கொட்டை, தலைவாசல். bbox=[727, 956, 948, 978]
ward-label: பாகம் – 35 bbox=[727, 506, 768, 516]
columns-container bbox=[16, 64, 956, 1466]
ward-value: பெ.பெலி, 1/21, பள் நிலையம், ஊனத்தூர், ஆத்தூர், சேலம். bbox=[71, 1065, 244, 1086]
organiser-paragraph: அமைப்பாளர்: து.மரேந்திரன், 4/134, வடக்குத் தெரு, நாயக்கநெறிச்சி. bbox=[258, 1318, 478, 1339]
ward-entry bbox=[24, 1089, 244, 1111]
organiser-paragraph: அமைப்பாளர்: (1) இ.விசேரஸ், மேடித் தெரு, தலைவாசல். (2) பூ.வெங்கடேஸ்வரி, மணிவிழுந்தான் தெற்கு. bbox=[493, 665, 713, 687]
organiser-paragraph: அமைப்பாளர்: க.ஆனந்தகுமார், 7/342, வசந்தபுரம், தலைவாசல். bbox=[493, 1189, 713, 1210]
section-subheading: பாக அமைப்பாளர்கள்: bbox=[794, 368, 881, 379]
